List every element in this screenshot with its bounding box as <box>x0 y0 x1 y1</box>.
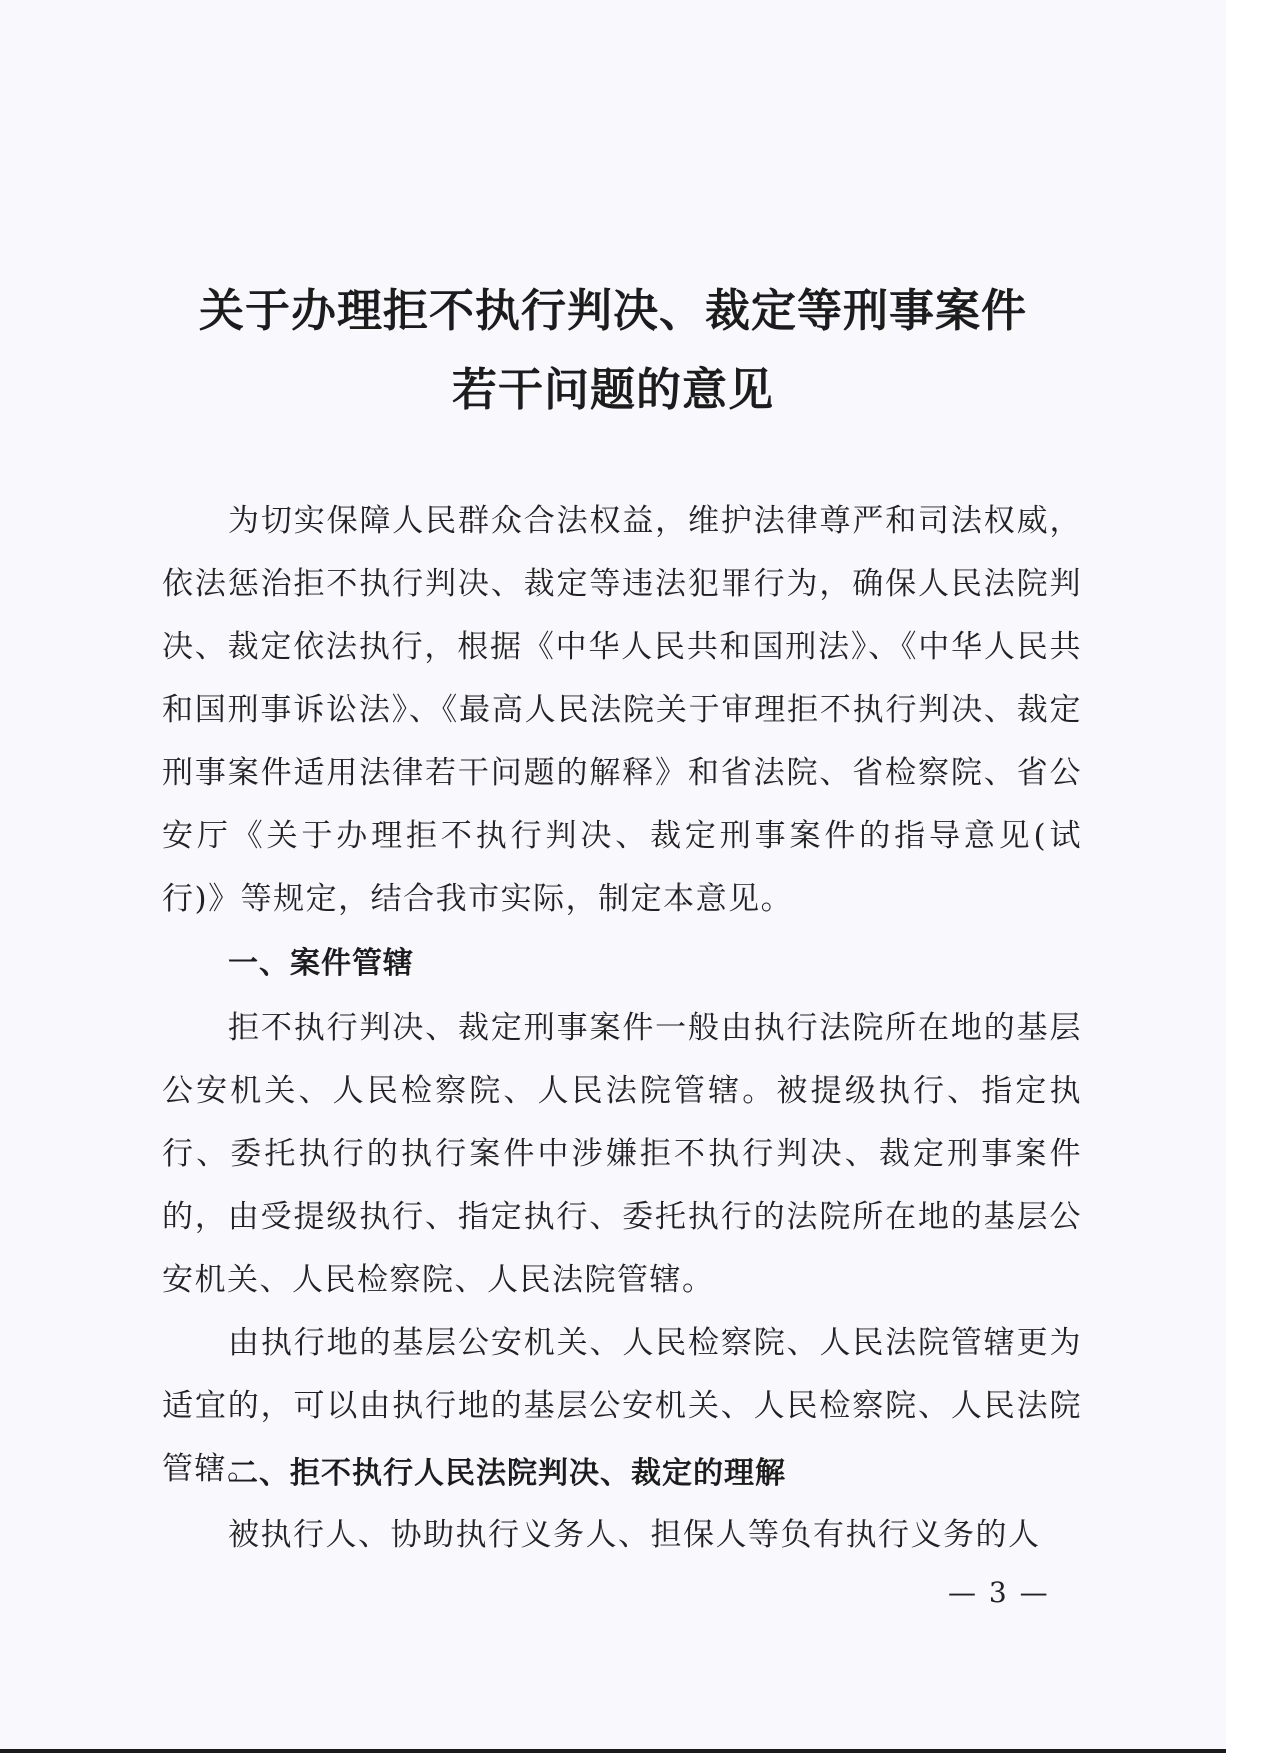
section-2-heading: 二、拒不执行人民法院判决、裁定的理解 <box>228 1456 786 1491</box>
scan-bottom-edge <box>0 1749 1226 1753</box>
section-1-paragraph-2: 由执行地的基层公安机关、人民检察院、人民法院管辖更为适宜的，可以由执行地的基层公安机关、人民检察院、人民法院管辖。 <box>162 1325 1082 1487</box>
section-1-heading: 一、案件管辖 <box>228 946 414 981</box>
section-2-paragraph-1: 被执行人、协助执行义务人、担保人等负有执行义务的人 <box>228 1517 1041 1553</box>
scan-margin <box>1226 0 1275 1753</box>
page-number: — 3 — <box>948 1576 1050 1609</box>
document-title-line-1: 关于办理拒不执行判决、裁定等刑事案件 <box>198 284 1027 337</box>
intro-paragraph: 为切实保障人民群众合法权益，维护法律尊严和司法权威，依法惩治拒不执行判决、裁定等违法犯罪行为，确保人民法院判决、裁定依法执行，根据《中华人民共和国刑法》、《中华人民共和国刑事诉讼法》、《最高人民法院关于审理拒不执行判决、裁定刑事案件适用法律若干问题的解释》和省法院、省检察院、省公安厅《关于办理拒不执行判决、裁定刑事案件的指导意见(试行)》等规定，结合我市实际，制定本意见。 <box>162 503 1082 917</box>
section-1-paragraph-1: 拒不执行判决、裁定刑事案件一般由执行法院所在地的基层公安机关、人民检察院、人民法院管辖。被提级执行、指定执行、委托执行的执行案件中涉嫌拒不执行判决、裁定刑事案件的，由受提级执行、指定执行、委托执行的法院所在地的基层公安机关、人民检察院、人民法院管辖。 <box>162 1010 1082 1298</box>
document-title-line-2: 若干问题的意见 <box>451 363 774 416</box>
